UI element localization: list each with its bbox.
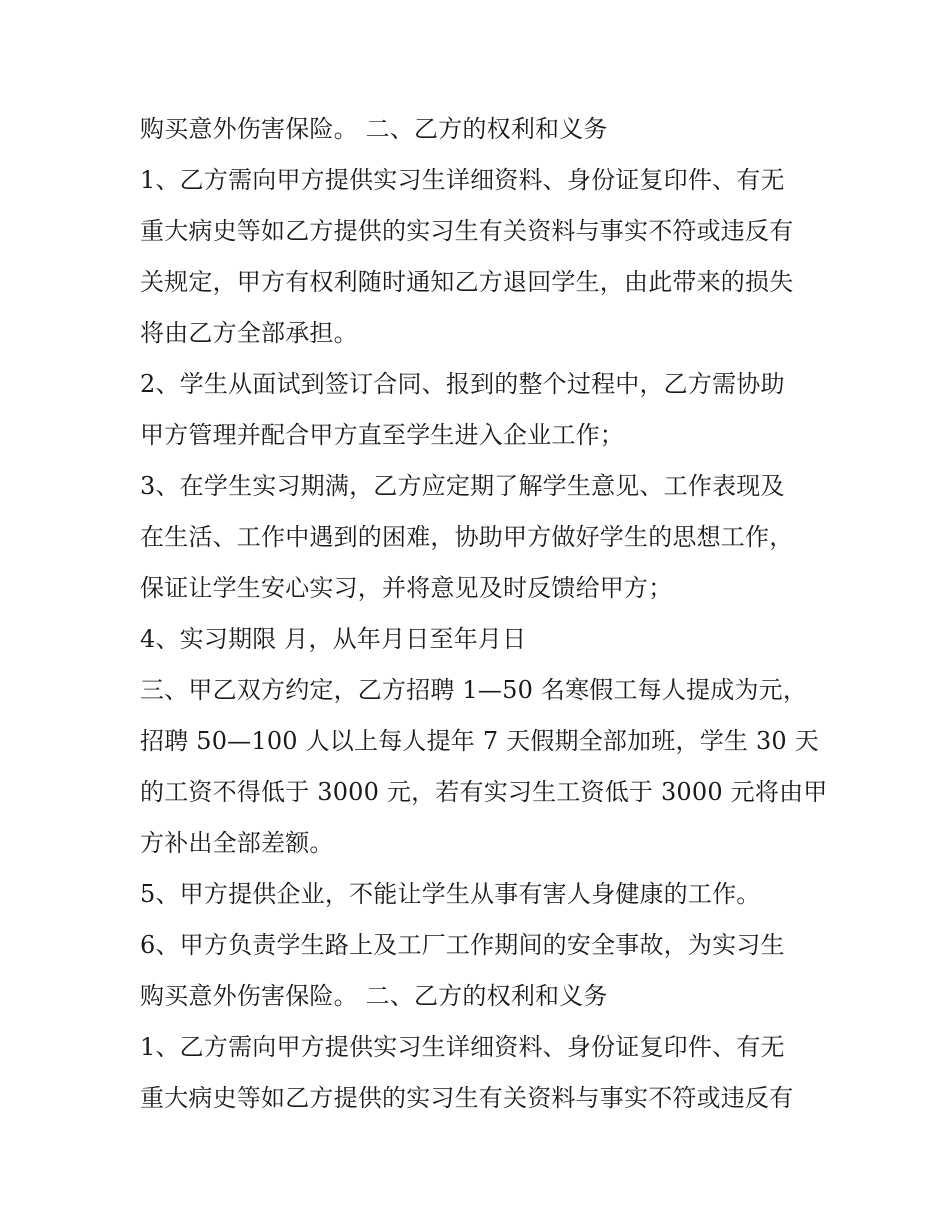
text-line: 1、乙方需向甲方提供实习生详细资料、身份证复印件、有无 [140, 1033, 785, 1061]
text-line: 1、乙方需向甲方提供实习生详细资料、身份证复印件、有无 [140, 166, 785, 194]
text-line: 5、甲方提供企业，不能让学生从事有害人身健康的工作。 [140, 880, 761, 908]
text-line: 2、学生从面试到签订合同、报到的整个过程中，乙方需协助 [140, 370, 785, 398]
text-line: 的工资不得低于 3000 元，若有实习生工资低于 3000 元将由甲 [140, 778, 828, 806]
text-line: 保证让学生安心实习，并将意见及时反馈给甲方； [140, 574, 673, 602]
text-line: 重大病史等如乙方提供的实习生有关资料与事实不符或违反有 [140, 217, 794, 245]
text-line: 甲方管理并配合甲方直至学生进入企业工作； [140, 421, 624, 449]
text-line: 购买意外伤害保险。 二、乙方的权利和义务 [140, 982, 608, 1010]
text-line: 关规定，甲方有权利随时通知乙方退回学生，由此带来的损失 [140, 268, 794, 296]
text-line: 方补出全部差额。 [140, 829, 334, 857]
text-line: 招聘 50—100 人以上每人提年 7 天假期全部加班，学生 30 天 [140, 727, 819, 755]
text-line: 重大病史等如乙方提供的实习生有关资料与事实不符或违反有 [140, 1084, 794, 1112]
text-line: 三、甲乙双方约定，乙方招聘 1—50 名寒假工每人提成为元， [140, 676, 808, 704]
text-line: 将由乙方全部承担。 [140, 319, 358, 347]
text-line: 购买意外伤害保险。 二、乙方的权利和义务 [140, 115, 608, 143]
text-line: 3、在学生实习期满，乙方应定期了解学生意见、工作表现及 [140, 472, 785, 500]
text-line: 4、实习期限 月，从年月日至年月日 [140, 625, 527, 653]
document-body [140, 104, 830, 1124]
text-line: 6、甲方负责学生路上及工厂工作期间的安全事故，为实习生 [140, 931, 785, 959]
text-line: 在生活、工作中遇到的困难，协助甲方做好学生的思想工作， [140, 523, 794, 551]
